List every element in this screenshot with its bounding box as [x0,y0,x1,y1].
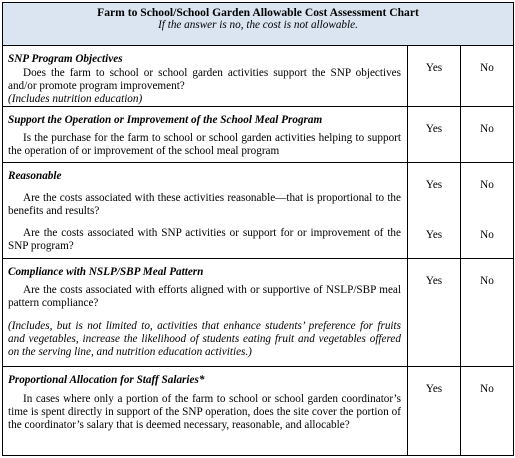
yes-cell [408,367,461,456]
no-label: No [480,275,494,287]
chart-title: Farm to School/School Garden Allowable Cost Assessment Chart [97,6,419,19]
yes-label-secondary: Yes [425,229,443,241]
yes-label: Yes [425,383,443,395]
criterion-question-secondary: Are the costs associated with SNP activities or support for or improvement of the SNP program? [8,227,401,252]
yes-label: Yes [425,123,443,135]
no-cell [461,46,514,107]
no-cell [461,259,514,367]
yes-label: Yes [425,275,443,287]
criterion-cell [3,367,408,456]
criterion-heading: Compliance with NSLP/SBP Meal Pattern [8,266,204,278]
table-row [3,163,514,259]
yes-cell [408,46,461,107]
yes-label: Yes [425,179,443,191]
criterion-question: Are the costs associated with efforts aligned with or supportive of NSLP/SBP meal pattern compliance? [8,284,401,309]
criterion-cell [3,107,408,163]
no-label: No [480,179,494,191]
criterion-note: (Includes nutrition education) [8,93,143,105]
criterion-heading: SNP Program Objectives [8,53,123,65]
criterion-cell [3,46,408,107]
criterion-question: In cases where only a portion of the farm to school or school garden coordinator’s time is spent directly in support of the SNP operation, does the site cover the portion of the coordinator’s salary that is deemed necessary, reasonable, and allocable? [8,393,401,431]
no-cell [461,107,514,163]
no-label: No [480,383,494,395]
criterion-question: Does the farm to school or school garden activities support the SNP objectives and/or promote program improvement? [8,67,401,92]
chart-subtitle: If the answer is no, the cost is not allowable. [158,19,358,31]
yes-cell [408,163,461,259]
table-row [3,259,514,367]
no-cell [461,367,514,456]
no-label: No [480,123,494,135]
criterion-heading: Proportional Allocation for Staff Salaries* [8,374,205,386]
no-cell [461,163,514,259]
yes-label: Yes [425,62,443,74]
criterion-heading: Support the Operation or Improvement of the School Meal Program [8,114,323,126]
yes-cell [408,259,461,367]
no-label-secondary: No [480,229,494,241]
table-row [3,46,514,107]
table-row [3,107,514,163]
table-row [3,367,514,456]
yes-cell [408,107,461,163]
criterion-question: Is the purchase for the farm to school or school garden activities helping to support the operation of or improvement of the school meal program [8,132,401,157]
criterion-cell [3,259,408,367]
criterion-note: (Includes, but is not limited to, activities that enhance students’ preference for fruits and vegetables, increase the likelihood of students eating fruit and vegetables offered on the serving line, and nutrition education activities.) [8,320,401,358]
chart-header [3,3,514,46]
no-label: No [480,62,494,74]
criterion-heading: Reasonable [8,170,62,182]
assessment-chart-table [2,2,514,456]
criterion-question: Are the costs associated with these activities reasonable—that is proportional to the benefits and results? [8,192,401,217]
criterion-cell [3,163,408,259]
